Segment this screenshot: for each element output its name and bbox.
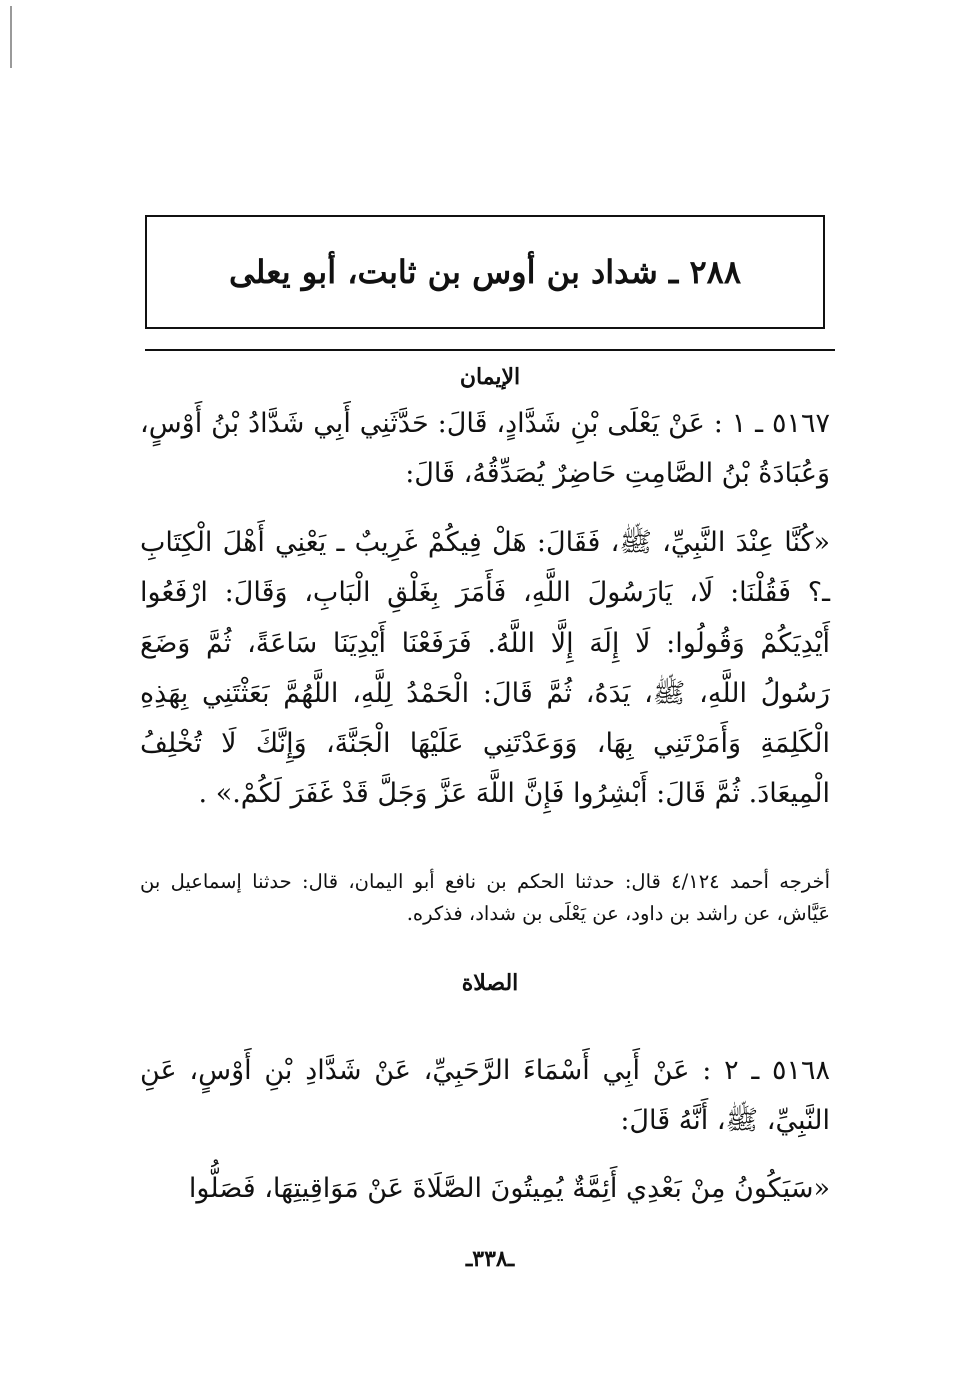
page-number: ـ٣٣٨ـ bbox=[465, 1246, 515, 1272]
chapter-title: ٢٨٨ ـ شداد بن أوس بن ثابت، أبو يعلى bbox=[229, 253, 741, 291]
hadith-5168-intro: ٥١٦٨ ـ ٢ : عَنْ أَبِي أَسْمَاءَ الرَّحَبِيِّ، عَنْ شَدَّادِ بْنِ أَوْسٍ، عَنِ النَّبِيِّ، ﷺ، أَنَّهُ قَالَ: bbox=[140, 1055, 831, 1136]
chapter-title-box bbox=[145, 215, 825, 329]
hadith-5167-takhrij: أخرجه أحمد ٤/١٢٤ قال: حدثنا الحكم بن نافع أبو اليمان، قال: حدثنا إسماعيل بن عَيَّاش، عن راشد بن داود، عن يَعْلَى بن شداد، فذكره. bbox=[140, 870, 831, 925]
hadith-5167-intro: ٥١٦٧ ـ ١ : عَنْ يَعْلَى بْنِ شَدَّادٍ، قَالَ: حَدَّثَنِي أَبِي شَدَّادُ بْنُ أَوْسٍ، وَعُبَادَةُ بْنُ الصَّامِتِ حَاضِرٌ يُصَدِّقُهُ، قَالَ: bbox=[140, 408, 830, 489]
hadith-5168-text: «سَيَكُونُ مِنْ بَعْدِي أَئِمَّةٌ يُمِيتُونَ الصَّلَاةَ عَنْ مَوَاقِيتِهَا، فَصَلُّوا bbox=[188, 1173, 830, 1204]
section-heading-iman: الإيمان bbox=[459, 364, 521, 390]
hadith-5167-text: «كُنَّا عِنْدَ النَّبِيِّ، ﷺ، فَقَالَ: هَلْ فِيكُمْ غَرِيبٌ ـ يَعْنِي أَهْلَ الْكِتَابِ ـ؟ فَقُلْنَا: لَا، يَارَسُولَ اللَّهِ، فَأَمَرَ بِغَلْقِ الْبَابِ، وَقَالَ: ارْفَعُوا أَيْدِيَكُمْ وَقُولُوا: لَا إِلَهَ إِلَّا اللَّهُ. فَرَفَعْنَا أَيْدِيَنَا سَاعَةً، ثُمَّ وَضَعَ رَسُولُ اللَّهِ، ﷺ، يَدَهُ، ثُمَّ قَالَ: الْحَمْدُ لِلَّهِ، اللَّهُمَّ بَعَثْتَنِي بِهَذِهِ الْكَلِمَةِ وَأَمَرْتَنِي بِهَا، وَوَعَدْتَنِي عَلَيْهَا الْجَنَّةَ، وَإِنَّكَ لَا تُخْلِفُ الْمِيعَادَ. ثُمَّ قَالَ: أَبْشِرُوا فَإِنَّ اللَّهَ عَزَّ وَجَلَّ قَدْ غَفَرَ لَكُمْ.» . bbox=[140, 527, 830, 810]
page-edge-mark bbox=[10, 6, 12, 68]
section-heading-salat: الصلاة bbox=[461, 970, 519, 996]
title-divider bbox=[145, 349, 835, 351]
